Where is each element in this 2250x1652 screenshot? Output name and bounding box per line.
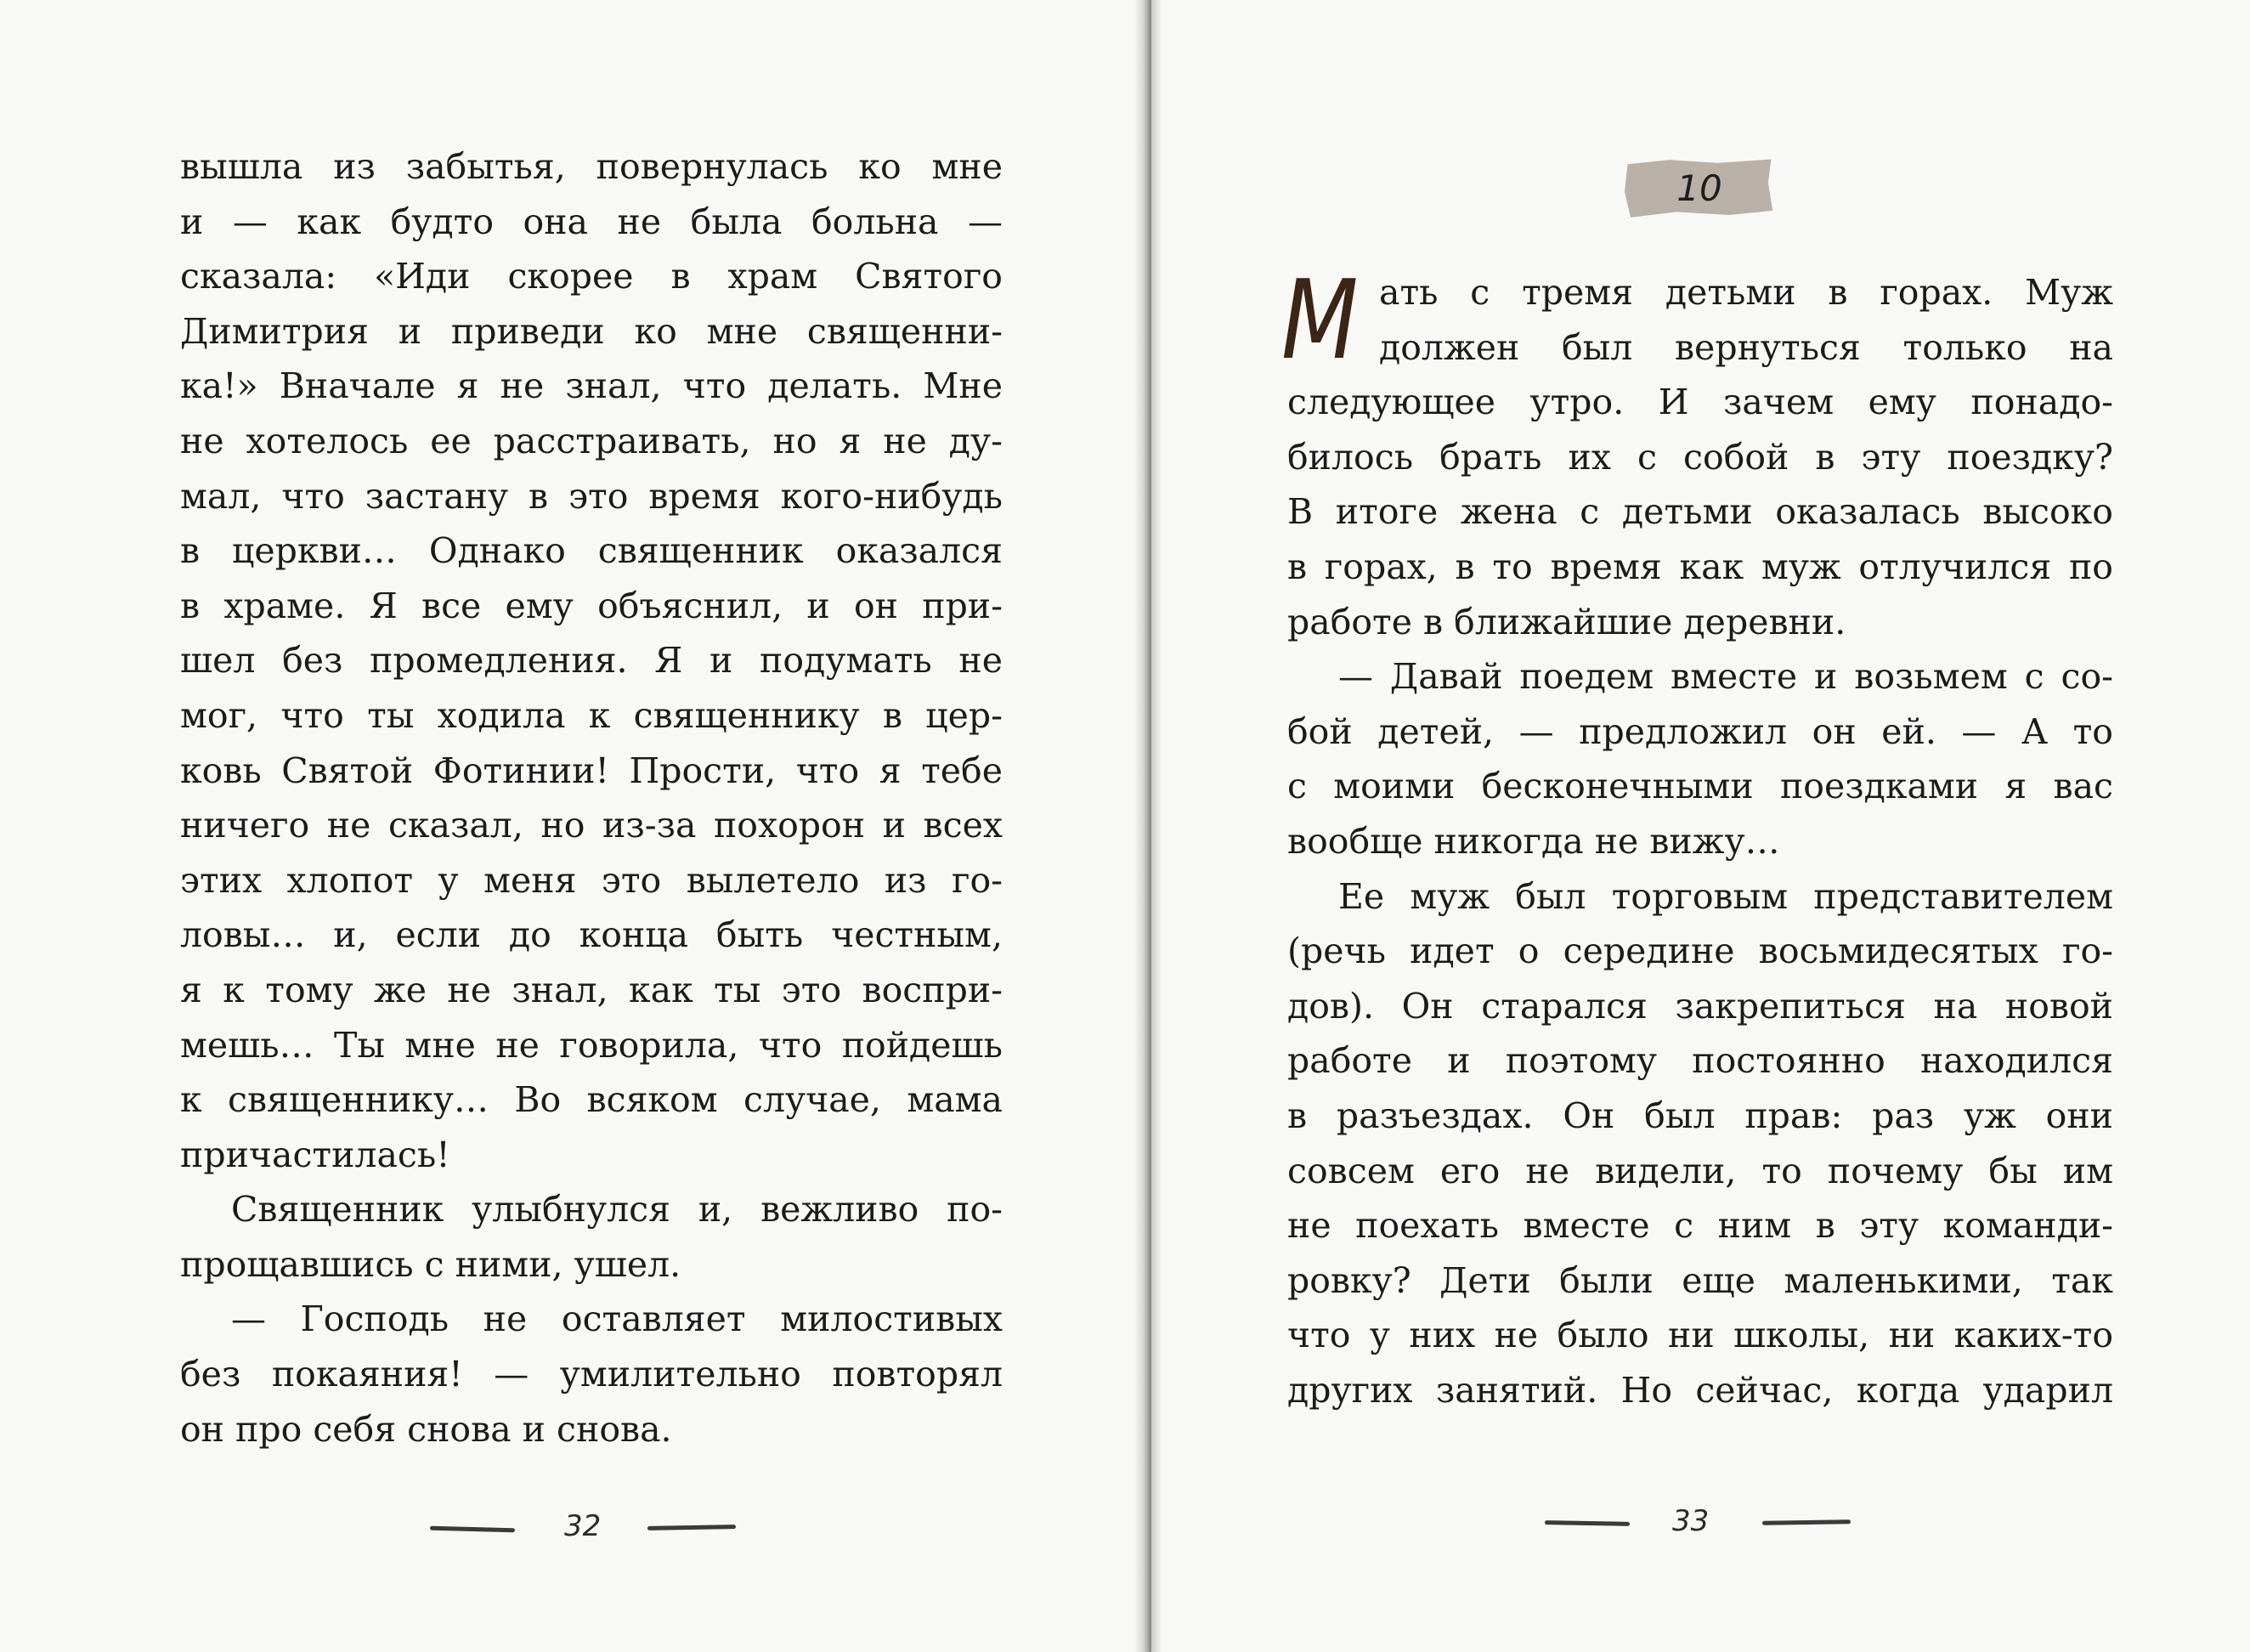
- text-line: с моими бесконечными поездками я вас: [1287, 766, 2113, 807]
- text-line: ничего не сказал, но из-за похорон и всех: [180, 805, 1003, 846]
- text-line: в горах, в то время как муж отлучился по: [1287, 546, 2113, 587]
- text-line: билось брать их с собой в эту поездку?: [1287, 436, 2113, 478]
- chapter-number: 10: [1676, 167, 1722, 209]
- right-page-text: [1287, 265, 2113, 1417]
- text-line: (речь идет о середине восьмидесятых го-: [1287, 931, 2113, 972]
- text-line: что у них не было ни школы, ни каких-то: [1287, 1315, 2113, 1356]
- text-line: прощавшись с ними, ушел.: [180, 1243, 681, 1285]
- page-number-left: 32: [564, 1509, 602, 1543]
- text-line: совсем его не видели, то почему бы им: [1287, 1150, 2113, 1191]
- gutter-fold-line: [1149, 0, 1151, 1652]
- text-line: ровку? Дети были еще маленькими, так: [1287, 1259, 2113, 1301]
- text-line: мешь… Ты мне не говорила, что пойдешь: [180, 1024, 1003, 1066]
- text-line: без покаяния! — умилительно повторял: [180, 1354, 1003, 1395]
- text-line: ать с тремя детьми в горах. Муж: [1379, 272, 2113, 313]
- text-line: других занятий. Но сейчас, когда ударил: [1287, 1369, 2113, 1411]
- text-line: Ее муж был торговым представителем: [1338, 875, 2113, 917]
- text-line: в церкви… Однако священник оказался: [180, 530, 1003, 572]
- text-line: должен был вернуться только на: [1379, 326, 2113, 368]
- text-line: я к тому же не знал, как ты это воспри-: [180, 969, 1003, 1010]
- text-line: вышла из забытья, повернулась ко мне: [180, 146, 1003, 187]
- text-line: работе в ближайшие деревни.: [1287, 601, 1846, 642]
- text-line: работе и поэтому постоянно находился: [1287, 1040, 2113, 1082]
- text-line: следующее утро. И зачем ему понадо-: [1287, 382, 2113, 423]
- text-line: мог, что ты ходила к священнику в цер-: [180, 694, 1003, 736]
- text-line: в разъездах. Он был прав: раз уж они: [1287, 1095, 2113, 1136]
- text-line: бой детей, — предложил он ей. — А то: [1287, 710, 2113, 752]
- drop-cap: М: [1281, 257, 1359, 384]
- text-line: причастилась!: [180, 1134, 450, 1175]
- text-line: к священнику… Во всяком случае, мама: [180, 1079, 1003, 1121]
- text-line: он про себя снова и снова.: [180, 1408, 672, 1450]
- text-line: вообще никогда не вижу…: [1287, 820, 1780, 862]
- text-line: В итоге жена с детьми оказалась высоко: [1287, 491, 2113, 533]
- text-line: не поехать вместе с ним в эту команди-: [1287, 1205, 2113, 1247]
- text-line: — Давай поедем вместе и возьмем с со-: [1338, 656, 2113, 698]
- left-page-text: [180, 139, 1003, 1457]
- book-gutter: [1135, 0, 1161, 1652]
- text-line: ка!» Вначале я не знал, что делать. Мне: [180, 365, 1003, 407]
- text-line: Димитрия и приведи ко мне священни-: [180, 310, 1003, 352]
- text-line: не хотелось ее расстраивать, но я не ду-: [180, 420, 1003, 461]
- text-line: Священник улыбнулся и, вежливо по-: [231, 1189, 1003, 1231]
- text-line: мал, что застану в это время кого-нибудь: [180, 475, 1003, 517]
- text-line: — Господь не оставляет милостивых: [231, 1298, 1003, 1340]
- text-line: в храме. Я все ему объяснил, и он при-: [180, 585, 1003, 626]
- page-number-right: 33: [1672, 1504, 1710, 1538]
- text-line: дов). Он старался закрепиться на новой: [1287, 985, 2113, 1027]
- text-line: сказала: «Иди скорее в храм Святого: [180, 256, 1003, 297]
- text-line: этих хлопот у меня это вылетело из го-: [180, 859, 1003, 901]
- text-line: ловы… и, если до конца быть честным,: [180, 914, 1003, 956]
- text-line: ковь Святой Фотинии! Прости, что я тебе: [180, 750, 1003, 791]
- text-line: и — как будто она не была больна —: [180, 201, 1003, 242]
- text-line: шел без промедления. Я и подумать не: [180, 640, 1003, 682]
